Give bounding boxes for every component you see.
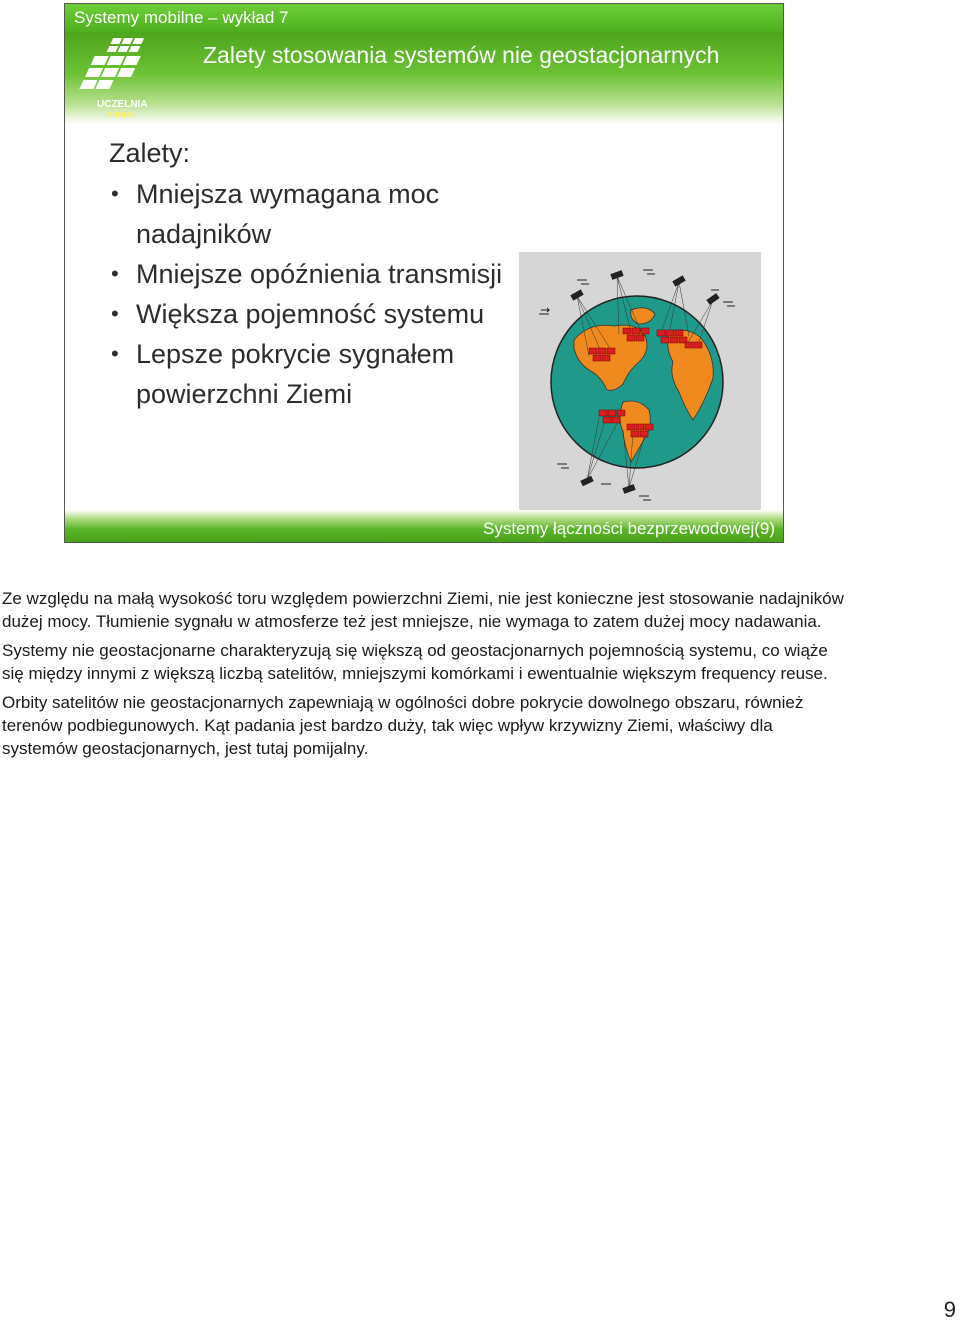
logo-line2: ONLINE [107,112,134,119]
advantages-heading: Zalety: [109,138,191,168]
note-paragraph: Ze względu na małą wysokość toru względem powierzchni Ziemi, nie jest konieczne jest stosowanie nadajników dużej mocy. Tłumienie sygnału w atmosferze też jest mniejsze, nie wymaga to zatem dużej mocy nadawania. [2,589,844,631]
footer-text: Systemy łączności bezprzewodowej(9) [483,519,775,538]
list-item: • Lepsze pokrycie sygnałem powierzchni Ziemi [111,339,455,409]
lecture-notes [2,587,852,766]
note-paragraph: Systemy nie geostacjonarne charakteryzują się większą od geostacjonarnych pojemnością systemu, co wiąże się między innymi z większą liczbą satelitów, mniejszymi komórkami i ewentualnie większym frequency reuse. [2,641,828,683]
list-item: • Większa pojemność systemu [111,299,485,329]
page-number: 9 [943,1297,956,1322]
advantages-list [109,174,529,414]
note-paragraph: Orbity satelitów nie geostacjonarnych zapewniają w ogólności dobre pokrycie dowolnego obszaru, również terenów podbiegunowych. Kąt padania jest bardzo duży, tak więc wpływ krzywizny Ziemi, właściwy dla systemów geostacjonarnych, jest tutaj pomijalny. [2,693,804,758]
slide [64,3,784,543]
slide-title: Zalety stosowania systemów nie geostacjonarnych [203,42,720,68]
list-item: • Mniejsze opóźnienia transmisji [111,259,503,289]
course-title: Systemy mobilne – wykład 7 [74,8,289,27]
top-bar [65,4,783,32]
logo-line1: UCZELNIA [97,99,148,110]
uczelnia-online-logo [75,34,167,120]
list-item: • Mniejsza wymagana moc nadajników [111,179,440,249]
slide-footer [65,510,783,542]
satellite-globe-illustration [519,252,761,510]
